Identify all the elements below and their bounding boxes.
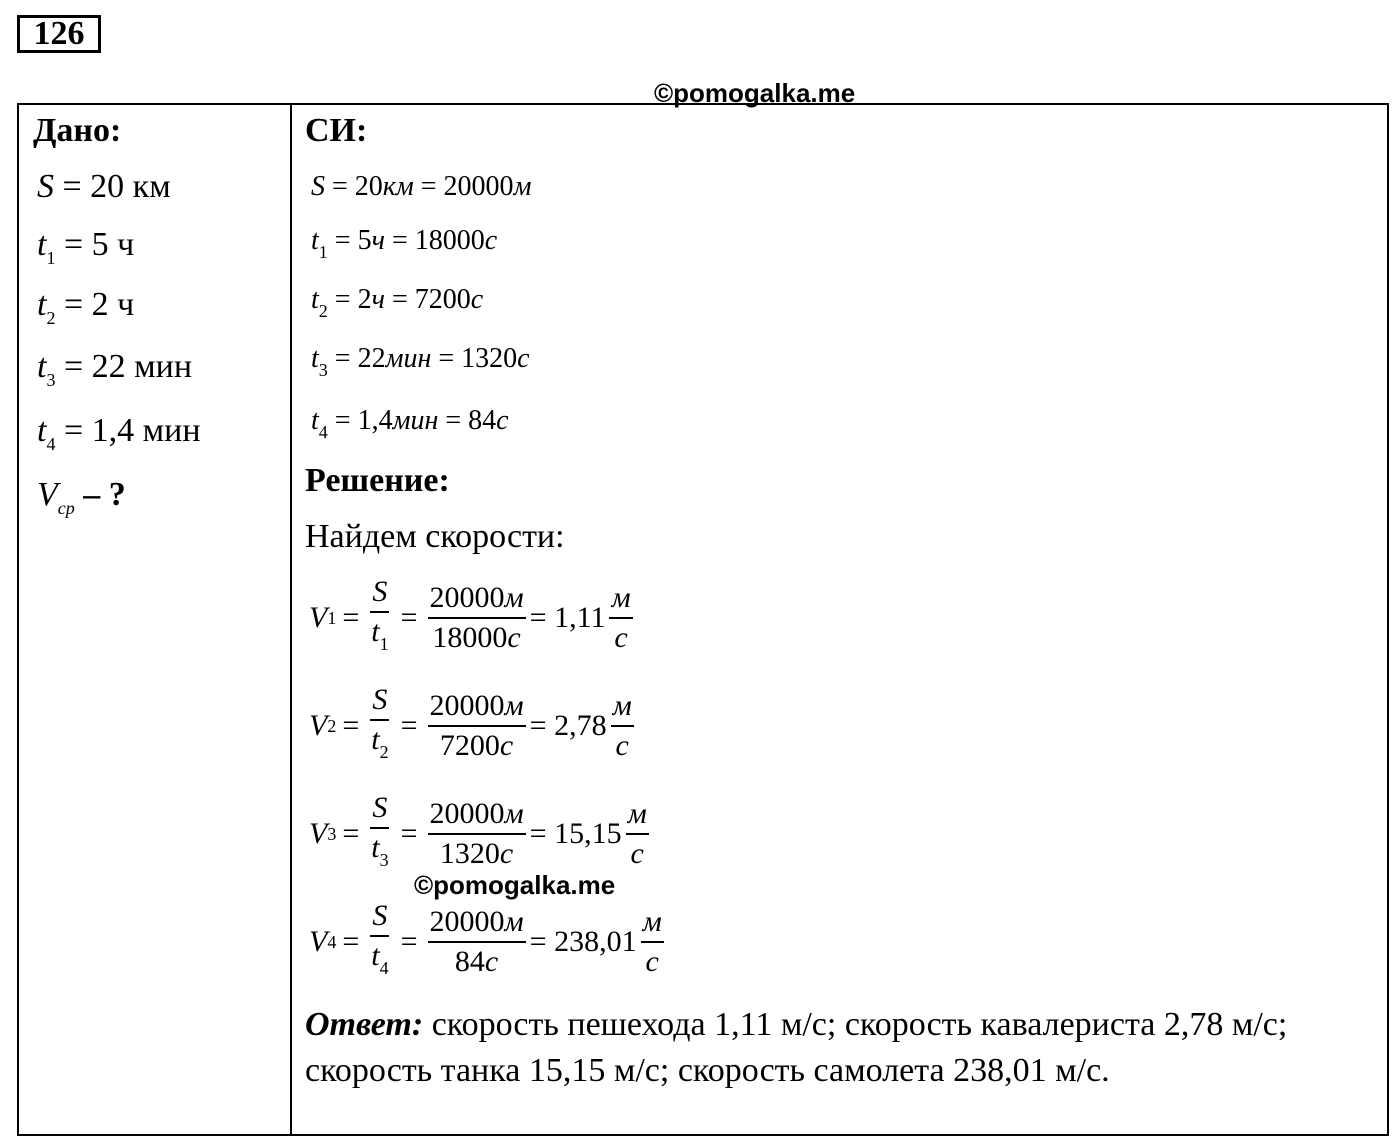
solution-intro: Найдем скорости:: [305, 518, 565, 555]
solution-heading: Решение:: [305, 462, 450, 499]
given-t2: $t_2 = 2$ ч: [37, 286, 135, 328]
answer: [305, 1002, 1355, 1094]
fraction-unit: $\frac{м}{с}$: [627, 797, 647, 870]
solution-table: [17, 103, 1389, 1136]
problem-number: 126: [17, 15, 101, 53]
given-t4: $t_4 = 1,4$ мин: [37, 412, 201, 454]
given-heading: Дано:: [33, 112, 122, 149]
si-distance: S = 20км = 20000м: [311, 171, 532, 202]
formula-v1: V 1 = $\frac{S}{t_1}$ = $\frac{20000м}{18000с}$ = 1,11 $\frac{м}{с}$: [309, 575, 637, 661]
si-t1: $t_1 = 5ч = 18000с$: [311, 225, 498, 262]
si-t3: $t_3 = 22мин = 1320с$: [311, 343, 530, 380]
given-t3: $t_3 = 22$ мин: [37, 348, 193, 390]
si-t4: $t_4 = 1,4мин = 84с$: [311, 405, 509, 442]
watermark-top: ©pomogalka.me: [654, 78, 856, 108]
fraction-s-over-t: $\frac{S}{t_1}$: [371, 575, 389, 654]
si-heading: СИ:: [305, 112, 368, 149]
formula-v3: V 3 = $\frac{S}{t_3}$ = $\frac{20000м}{1320с}$ = 15,15 $\frac{м}{с}$: [309, 791, 653, 877]
watermark-middle: ©pomogalka.me: [414, 870, 616, 900]
formula-v4: V 4 = $\frac{S}{t_4}$ = $\frac{20000м}{84с}$ = 238,01 $\frac{м}{с}$: [309, 899, 668, 985]
fraction-values: $\frac{20000м}{1320с}$: [429, 797, 524, 870]
fraction-values: $\frac{20000м}{18000с}$: [429, 581, 524, 654]
given-distance: S = 20 км: [37, 168, 171, 205]
fraction-unit: $\frac{м}{с}$: [612, 689, 632, 762]
si-t2: $t_2 = 2ч = 7200с$: [311, 284, 484, 321]
column-divider: [290, 105, 292, 1134]
fraction-s-over-t: $\frac{S}{t_3}$: [371, 791, 389, 870]
fraction-unit: $\frac{м}{с}$: [642, 905, 662, 978]
fraction-s-over-t: $\frac{S}{t_4}$: [371, 899, 389, 978]
answer-label: Ответ:: [305, 1006, 424, 1043]
fraction-unit: $\frac{м}{с}$: [611, 581, 631, 654]
given-unknown: $V_{ср}$ – ?: [37, 476, 126, 518]
fraction-s-over-t: $\frac{S}{t_2}$: [371, 683, 389, 762]
fraction-values: $\frac{20000м}{84с}$: [429, 905, 524, 978]
fraction-values: $\frac{20000м}{7200с}$: [429, 689, 524, 762]
formula-v2: V 2 = $\frac{S}{t_2}$ = $\frac{20000м}{7200с}$ = 2,78 $\frac{м}{с}$: [309, 683, 638, 769]
answer-body: скорость пешехода 1,11 м/с; скорость кавалериста 2,78 м/с; скорость танка 15,15 м/с; скорость самолета 238,01 м/с.: [305, 1006, 1288, 1089]
given-t1: $t_1 = 5$ ч: [37, 226, 135, 268]
